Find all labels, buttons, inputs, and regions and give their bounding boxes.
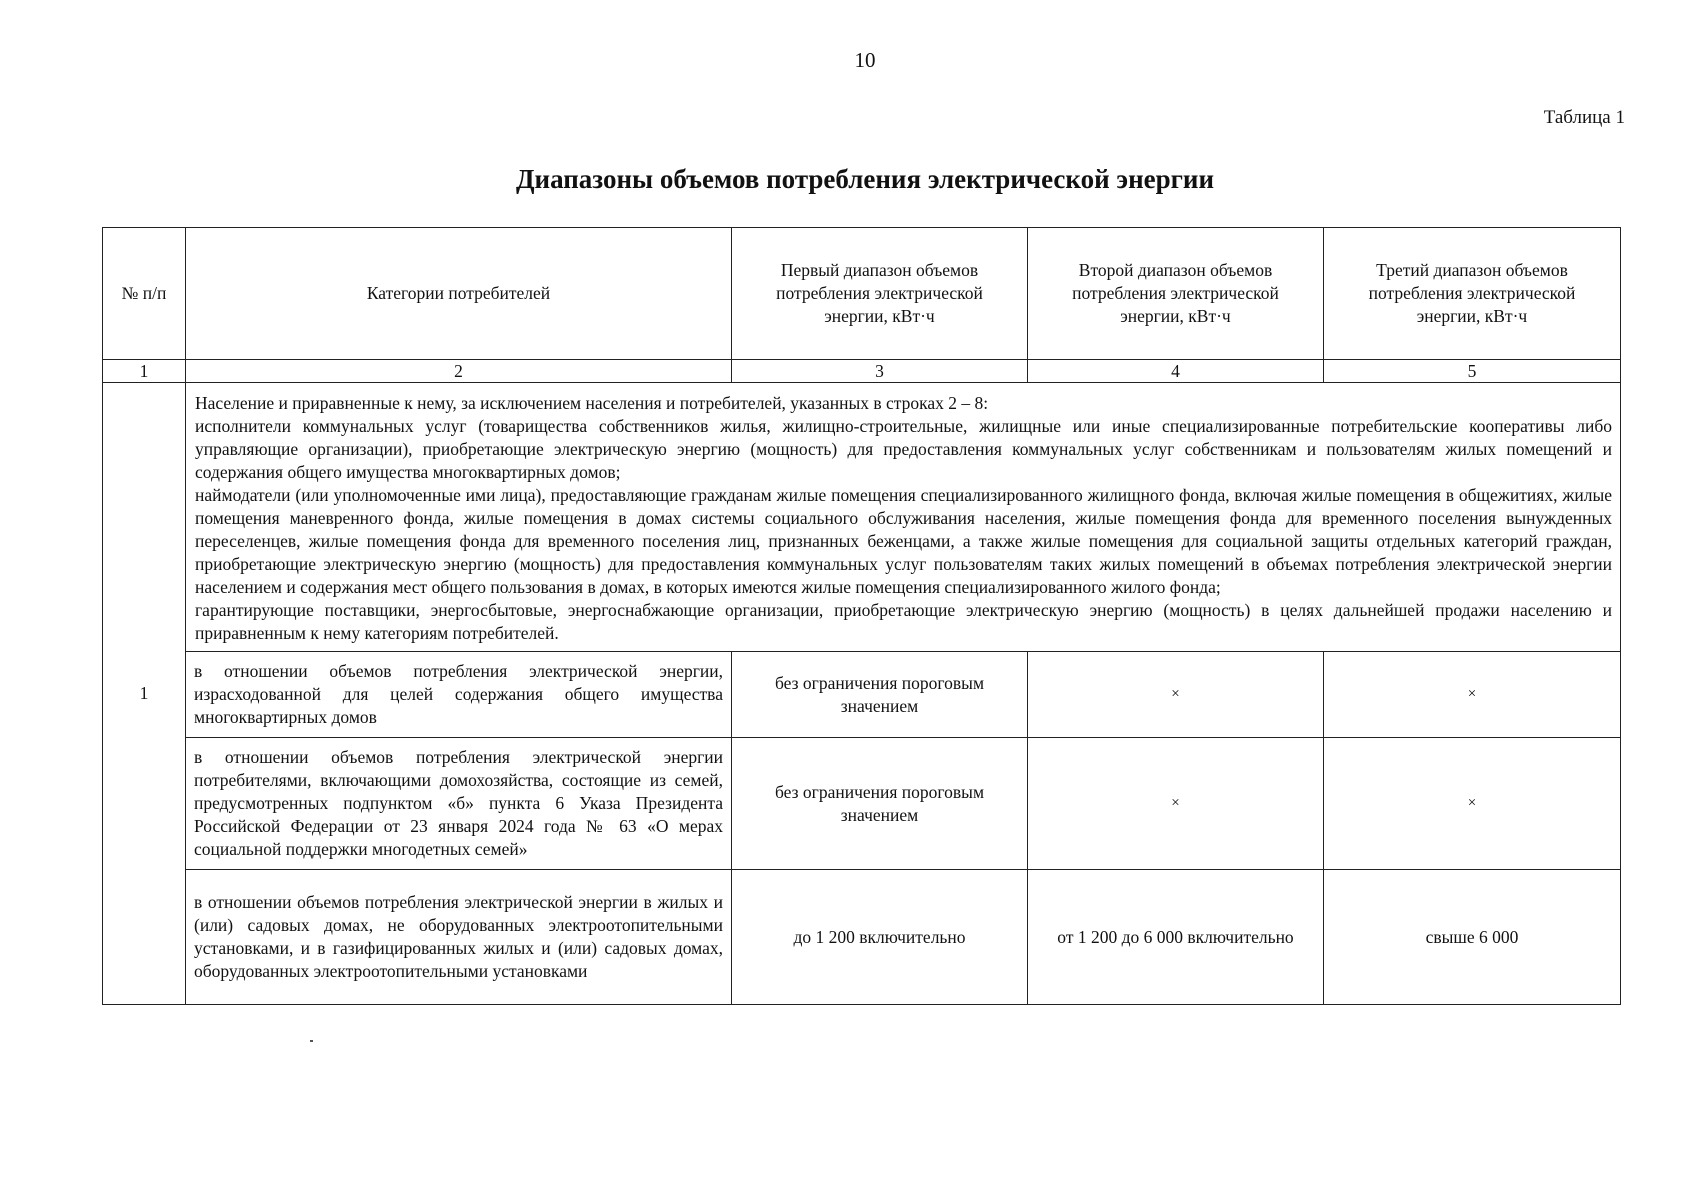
row-1-intro-paragraph: гарантирующие поставщики, энергосбытовые, энергоснабжающие организации, приобретающие электрическую энергию (мощность) в целях дальнейшей продажи населению и приравненным к нему категориям потребителей.: [195, 600, 1612, 643]
category-cell: в отношении объемов потребления электрической энергии, израсходованной для целей содержания общего имущества многоквартирных домов: [186, 652, 732, 738]
scan-artifact: [310, 1040, 313, 1042]
column-number-2: 2: [186, 360, 732, 383]
table-row: [103, 738, 1621, 870]
header-third-range: [1324, 228, 1621, 360]
header-first-range: [732, 228, 1028, 360]
third-range-cell: ×: [1324, 652, 1621, 738]
column-number-3: 3: [732, 360, 1028, 383]
table-label: Таблица 1: [1543, 107, 1625, 128]
header-second-range-text: Второй диапазон объемов потребления электрической энергии, кВт·ч: [1072, 260, 1279, 326]
third-range-cell: свыше 6 000: [1324, 870, 1621, 1005]
header-number: № п/п: [103, 228, 186, 360]
row-1-intro-paragraph: Население и приравненные к нему, за исключением населения и потребителей, указанных в строках 2 – 8:: [195, 393, 989, 413]
row-1-description: [186, 383, 1621, 652]
first-range-cell: [732, 738, 1028, 870]
row-1-intro: [103, 383, 1621, 652]
row-1-intro-paragraph: наймодатели (или уполномоченные ими лица), предоставляющие гражданам жилые помещения специализированного жилищного фонда, включая жилые помещения в общежитиях, жилые помещения маневренного фонда, жилые помещения в домах системы социального обслуживания населения, жилые помещения фонда для временного поселения вынужденных переселенцев, жилые помещения фонда для временного поселения лиц, признанных беженцами, а также жилые помещения для социальной защиты отдельных категорий граждан, приобретающие электрическую энергию (мощность) для предоставления коммунальных услуг пользователям таких жилых помещений в объемах потребления электрической энергии населением и содержания мест общего пользования в домах, в которых имеются жилые помещения специализированного жилого фонда;: [195, 485, 1612, 597]
second-range-cell: ×: [1028, 738, 1324, 870]
table-row: [103, 652, 1621, 738]
column-number-1: 1: [103, 360, 186, 383]
second-range-cell: ×: [1028, 652, 1324, 738]
row-1-number: 1: [103, 383, 186, 1005]
header-second-range: [1028, 228, 1324, 360]
first-range-cell: до 1 200 включительно: [732, 870, 1028, 1005]
consumption-ranges-table: [102, 227, 1621, 1005]
row-1-intro-paragraph: исполнители коммунальных услуг (товарищества собственников жилья, жилищно-строительные, жилищные или иные специализированные потребительские кооперативы либо управляющие организации), приобретающие электрическую энергию (мощность) для предоставления коммунальных услуг собственникам и пользователям жилых помещений и содержания общего имущества многоквартирных домов;: [195, 416, 1612, 482]
table-row: [103, 870, 1621, 1005]
first-range-cell: [732, 652, 1028, 738]
column-numbers-row: [103, 360, 1621, 383]
page-number: 10: [854, 48, 876, 72]
first-range-value: без ограничения пороговым значением: [774, 781, 985, 825]
category-cell: в отношении объемов потребления электрической энергии в жилых и (или) садовых домах, не оборудованных электроотопительными установками, и в газифицированных жилых и (или) садовых домах, оборудованных электроотопительными установками: [186, 870, 732, 1005]
header-third-range-text: Третий диапазон объемов потребления электрической энергии, кВт·ч: [1368, 260, 1576, 326]
column-number-4: 4: [1028, 360, 1324, 383]
column-number-5: 5: [1324, 360, 1621, 383]
table-header-row: [103, 228, 1621, 360]
second-range-cell: от 1 200 до 6 000 включительно: [1028, 870, 1324, 1005]
category-cell: в отношении объемов потребления электрической энергии потребителями, включающими домохозяйства, состоящие из семей, предусмотренных подпунктом «б» пункта 6 Указа Президента Российской Федерации от 23 января 2024 года № 63 «О мерах социальной поддержки многодетных семей»: [186, 738, 732, 870]
third-range-cell: ×: [1324, 738, 1621, 870]
header-categories: Категории потребителей: [186, 228, 732, 360]
document-title: Диапазоны объемов потребления электрической энергии: [515, 164, 1215, 194]
first-range-value: без ограничения пороговым значением: [774, 672, 985, 716]
header-first-range-text: Первый диапазон объемов потребления электрической энергии, кВт·ч: [776, 260, 983, 326]
